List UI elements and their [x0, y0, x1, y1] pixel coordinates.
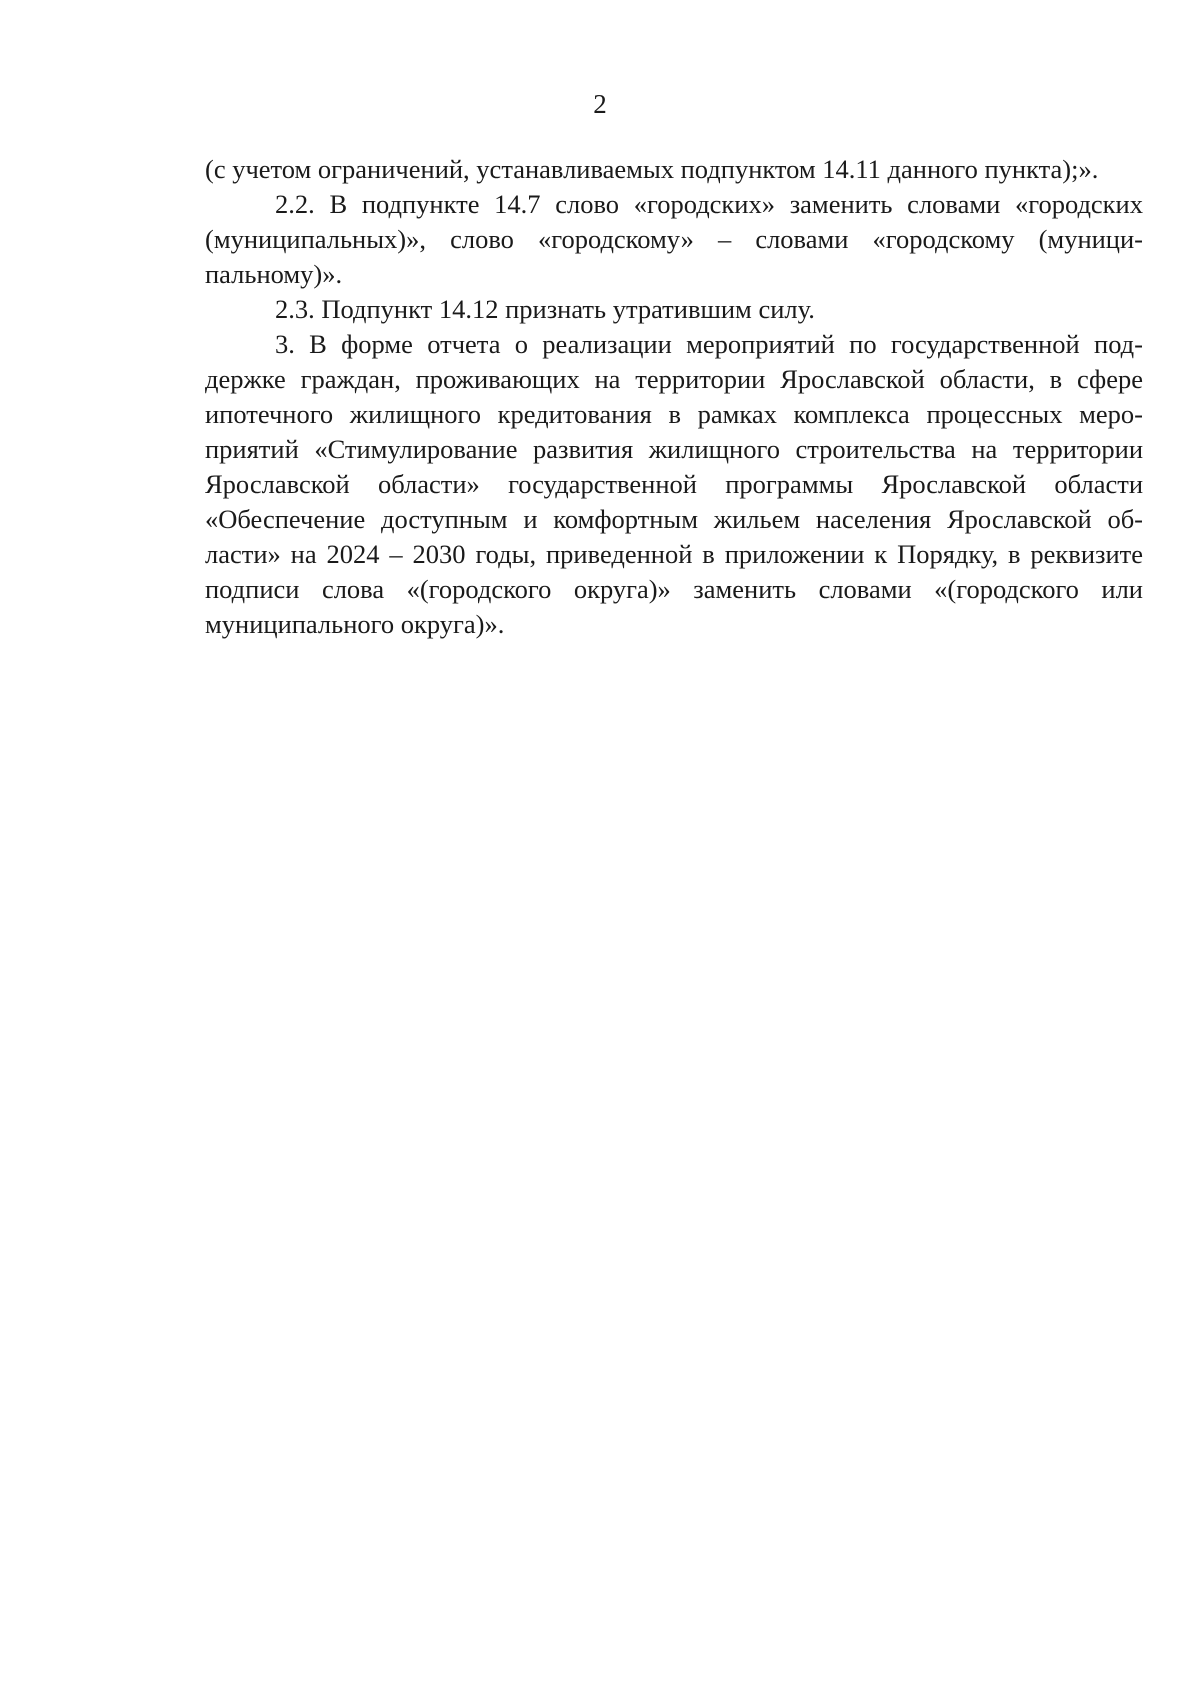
- document-body: [205, 152, 1143, 642]
- paragraph-continuation: (с учетом ограничений, устанавливаемых подпунктом 14.11 данного пункта);».: [205, 154, 1099, 184]
- page-number: 2: [593, 89, 607, 119]
- paragraph-2-2: 2.2. В подпункте 14.7 слово «городских» заменить словами «городских (муниципальных)», слово «городскому» – словами «городскому (муниципальному)».: [205, 189, 1143, 289]
- paragraph-3: 3. В форме отчета о реализации мероприятий по государственной поддержке граждан, проживающих на территории Ярославской области, в сфере ипотечного жилищного кредитования в рамках комплекса процессных мероприятий «Стимулирование развития жилищного строительства на территории Ярославской области» государственной программы Ярославской области «Обеспечение доступным и комфортным жильем населения Ярославской области» на 2024 – 2030 годы, приведенной в приложении к Порядку, в реквизите подписи слова «(городского округа)» заменить словами «(городского или муниципального округа)».: [205, 329, 1143, 639]
- paragraph-2-3: 2.3. Подпункт 14.12 признать утратившим силу.: [275, 294, 815, 324]
